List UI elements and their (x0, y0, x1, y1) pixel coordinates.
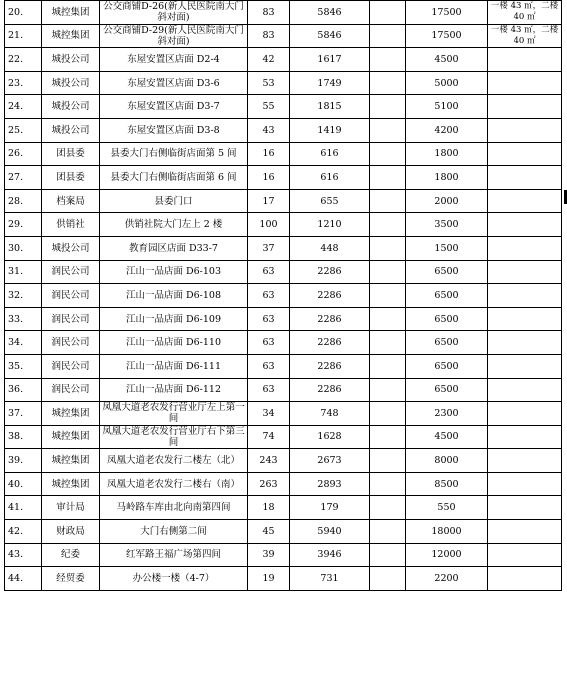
value-cell: 5846 (290, 24, 370, 48)
location-cell: 凤凰大道老农发行营业厅左上第一间 (100, 402, 248, 426)
row-number: 22. (5, 48, 42, 72)
rent-cell: 2200 (406, 567, 488, 591)
location-cell: 马岭路车库由北向南第四间 (100, 496, 248, 520)
value-cell: 5846 (290, 1, 370, 25)
area-cell: 19 (248, 567, 290, 591)
rent-cell: 550 (406, 496, 488, 520)
blank-cell (370, 567, 406, 591)
location-cell: 江山一品店面 D6-109 (100, 307, 248, 331)
row-number: 25. (5, 118, 42, 142)
note-cell (488, 331, 562, 355)
unit-cell: 润民公司 (42, 354, 100, 378)
note-cell (488, 142, 562, 166)
unit-cell: 润民公司 (42, 307, 100, 331)
row-number: 37. (5, 402, 42, 426)
rent-cell: 1500 (406, 236, 488, 260)
blank-cell (370, 236, 406, 260)
value-cell: 616 (290, 142, 370, 166)
location-cell: 办公楼一楼（4-7） (100, 567, 248, 591)
rent-cell: 5000 (406, 71, 488, 95)
rent-cell: 6500 (406, 331, 488, 355)
rent-cell: 8000 (406, 449, 488, 473)
unit-cell: 润民公司 (42, 260, 100, 284)
rent-cell: 12000 (406, 543, 488, 567)
area-cell: 63 (248, 378, 290, 402)
table-row (5, 48, 562, 72)
row-number: 38. (5, 425, 42, 449)
area-cell: 83 (248, 1, 290, 25)
rent-cell: 6500 (406, 354, 488, 378)
area-cell: 16 (248, 166, 290, 190)
note-cell (488, 520, 562, 544)
location-cell: 凤凰大道老农发行二楼右（南） (100, 472, 248, 496)
area-cell: 37 (248, 236, 290, 260)
rent-cell: 4500 (406, 48, 488, 72)
area-cell: 43 (248, 118, 290, 142)
value-cell: 2673 (290, 449, 370, 473)
unit-cell: 城投公司 (42, 118, 100, 142)
value-cell: 748 (290, 402, 370, 426)
table-row (5, 71, 562, 95)
note-cell (488, 48, 562, 72)
location-cell: 东屋安置区店面 D3-7 (100, 95, 248, 119)
row-number: 21. (5, 24, 42, 48)
unit-cell: 润民公司 (42, 284, 100, 308)
area-cell: 17 (248, 189, 290, 213)
table-row (5, 449, 562, 473)
unit-cell: 城控集团 (42, 1, 100, 25)
note-cell (488, 496, 562, 520)
value-cell: 2286 (290, 378, 370, 402)
note-cell (488, 543, 562, 567)
table-row (5, 166, 562, 190)
value-cell: 1210 (290, 213, 370, 237)
location-cell: 江山一品店面 D6-108 (100, 284, 248, 308)
blank-cell (370, 472, 406, 496)
value-cell: 2286 (290, 331, 370, 355)
note-cell (488, 425, 562, 449)
area-cell: 63 (248, 284, 290, 308)
row-number: 42. (5, 520, 42, 544)
table-row (5, 472, 562, 496)
blank-cell (370, 543, 406, 567)
blank-cell (370, 189, 406, 213)
note-cell (488, 284, 562, 308)
rent-cell: 5100 (406, 95, 488, 119)
table-row (5, 236, 562, 260)
note-cell (488, 236, 562, 260)
rent-cell: 1800 (406, 142, 488, 166)
rent-cell: 6500 (406, 260, 488, 284)
unit-cell: 城控集团 (42, 425, 100, 449)
value-cell: 2286 (290, 354, 370, 378)
unit-cell: 润民公司 (42, 331, 100, 355)
value-cell: 179 (290, 496, 370, 520)
area-cell: 63 (248, 331, 290, 355)
table-row (5, 402, 562, 426)
rent-cell: 2000 (406, 189, 488, 213)
location-cell: 教育园区店面 D33-7 (100, 236, 248, 260)
rent-cell: 3500 (406, 213, 488, 237)
row-number: 43. (5, 543, 42, 567)
blank-cell (370, 166, 406, 190)
location-cell: 大门右侧第二间 (100, 520, 248, 544)
table-row (5, 118, 562, 142)
area-cell: 63 (248, 260, 290, 284)
row-number: 28. (5, 189, 42, 213)
value-cell: 616 (290, 166, 370, 190)
area-cell: 263 (248, 472, 290, 496)
unit-cell: 城控集团 (42, 24, 100, 48)
table-row (5, 1, 562, 25)
table-row (5, 24, 562, 48)
row-number: 44. (5, 567, 42, 591)
row-number: 26. (5, 142, 42, 166)
table-row (5, 520, 562, 544)
area-cell: 18 (248, 496, 290, 520)
rent-cell: 6500 (406, 307, 488, 331)
note-cell: 一楼 43 ㎡，二楼 40 ㎡ (488, 1, 562, 25)
blank-cell (370, 213, 406, 237)
unit-cell: 城投公司 (42, 236, 100, 260)
value-cell: 1628 (290, 425, 370, 449)
area-cell: 100 (248, 213, 290, 237)
table-row (5, 331, 562, 355)
unit-cell: 润民公司 (42, 378, 100, 402)
rent-cell: 2300 (406, 402, 488, 426)
rent-cell: 8500 (406, 472, 488, 496)
location-cell: 江山一品店面 D6-111 (100, 354, 248, 378)
blank-cell (370, 1, 406, 25)
value-cell: 1749 (290, 71, 370, 95)
note-cell: 一楼 43 ㎡，二楼 40 ㎡ (488, 24, 562, 48)
blank-cell (370, 142, 406, 166)
row-number: 41. (5, 496, 42, 520)
unit-cell: 档案局 (42, 189, 100, 213)
row-number: 20. (5, 1, 42, 25)
value-cell: 1617 (290, 48, 370, 72)
note-cell (488, 95, 562, 119)
location-cell: 县委大门右侧临街店面第 6 间 (100, 166, 248, 190)
unit-cell: 经贸委 (42, 567, 100, 591)
row-number: 33. (5, 307, 42, 331)
area-cell: 16 (248, 142, 290, 166)
row-number: 32. (5, 284, 42, 308)
value-cell: 448 (290, 236, 370, 260)
unit-cell: 团县委 (42, 166, 100, 190)
note-cell (488, 378, 562, 402)
rent-cell: 4500 (406, 425, 488, 449)
location-cell: 凤凰大道老农发行营业厅右下第三间 (100, 425, 248, 449)
value-cell: 731 (290, 567, 370, 591)
area-cell: 63 (248, 354, 290, 378)
unit-cell: 城控集团 (42, 472, 100, 496)
note-cell (488, 449, 562, 473)
note-cell (488, 567, 562, 591)
blank-cell (370, 71, 406, 95)
note-cell (488, 118, 562, 142)
unit-cell: 团县委 (42, 142, 100, 166)
rent-cell: 4200 (406, 118, 488, 142)
row-number: 24. (5, 95, 42, 119)
row-number: 31. (5, 260, 42, 284)
rent-cell: 17500 (406, 24, 488, 48)
blank-cell (370, 24, 406, 48)
row-number: 36. (5, 378, 42, 402)
location-cell: 东屋安置区店面 D3-6 (100, 71, 248, 95)
unit-cell: 审计局 (42, 496, 100, 520)
blank-cell (370, 260, 406, 284)
table-row (5, 95, 562, 119)
note-cell (488, 354, 562, 378)
location-cell: 县委大门右侧临街店面第 5 间 (100, 142, 248, 166)
blank-cell (370, 496, 406, 520)
unit-cell: 城控集团 (42, 449, 100, 473)
row-number: 40. (5, 472, 42, 496)
table-row (5, 354, 562, 378)
unit-cell: 城控集团 (42, 402, 100, 426)
note-cell (488, 213, 562, 237)
row-number: 27. (5, 166, 42, 190)
area-cell: 34 (248, 402, 290, 426)
table-row (5, 378, 562, 402)
row-number: 30. (5, 236, 42, 260)
note-cell (488, 402, 562, 426)
rent-cell: 6500 (406, 284, 488, 308)
area-cell: 53 (248, 71, 290, 95)
location-cell: 供销社院大门左上 2 楼 (100, 213, 248, 237)
row-number: 29. (5, 213, 42, 237)
blank-cell (370, 48, 406, 72)
note-cell (488, 472, 562, 496)
location-cell: 东屋安置区店面 D2-4 (100, 48, 248, 72)
row-number: 39. (5, 449, 42, 473)
unit-cell: 城投公司 (42, 95, 100, 119)
row-number: 35. (5, 354, 42, 378)
table-row (5, 142, 562, 166)
location-cell: 江山一品店面 D6-103 (100, 260, 248, 284)
blank-cell (370, 402, 406, 426)
area-cell: 42 (248, 48, 290, 72)
area-cell: 243 (248, 449, 290, 473)
area-cell: 55 (248, 95, 290, 119)
blank-cell (370, 449, 406, 473)
table-row (5, 213, 562, 237)
note-cell (488, 71, 562, 95)
location-cell: 公交商铺D-29(新人民医院南大门斜对面) (100, 24, 248, 48)
value-cell: 3946 (290, 543, 370, 567)
rent-cell: 1800 (406, 166, 488, 190)
area-cell: 63 (248, 307, 290, 331)
blank-cell (370, 307, 406, 331)
value-cell: 2286 (290, 260, 370, 284)
note-cell (488, 260, 562, 284)
unit-cell: 供销社 (42, 213, 100, 237)
row-number: 34. (5, 331, 42, 355)
table-row (5, 567, 562, 591)
note-cell (488, 307, 562, 331)
unit-cell: 纪委 (42, 543, 100, 567)
unit-cell: 城投公司 (42, 48, 100, 72)
blank-cell (370, 331, 406, 355)
area-cell: 74 (248, 425, 290, 449)
rental-table (4, 0, 562, 591)
unit-cell: 财政局 (42, 520, 100, 544)
unit-cell: 城投公司 (42, 71, 100, 95)
blank-cell (370, 95, 406, 119)
note-cell (488, 166, 562, 190)
rent-cell: 17500 (406, 1, 488, 25)
table-row (5, 307, 562, 331)
table-row (5, 260, 562, 284)
rent-cell: 18000 (406, 520, 488, 544)
value-cell: 2286 (290, 307, 370, 331)
location-cell: 东屋安置区店面 D3-8 (100, 118, 248, 142)
location-cell: 江山一品店面 D6-112 (100, 378, 248, 402)
blank-cell (370, 118, 406, 142)
location-cell: 凤凰大道老农发行二楼左（北） (100, 449, 248, 473)
location-cell: 县委门口 (100, 189, 248, 213)
area-cell: 39 (248, 543, 290, 567)
location-cell: 江山一品店面 D6-110 (100, 331, 248, 355)
blank-cell (370, 520, 406, 544)
value-cell: 5940 (290, 520, 370, 544)
rent-cell: 6500 (406, 378, 488, 402)
value-cell: 1815 (290, 95, 370, 119)
note-cell (488, 189, 562, 213)
table-row (5, 496, 562, 520)
location-cell: 红军路王福广场第四间 (100, 543, 248, 567)
table-row (5, 189, 562, 213)
table-row (5, 543, 562, 567)
row-number: 23. (5, 71, 42, 95)
value-cell: 1419 (290, 118, 370, 142)
table-row (5, 284, 562, 308)
table-row (5, 425, 562, 449)
value-cell: 2286 (290, 284, 370, 308)
area-cell: 45 (248, 520, 290, 544)
area-cell: 83 (248, 24, 290, 48)
value-cell: 655 (290, 189, 370, 213)
blank-cell (370, 378, 406, 402)
blank-cell (370, 425, 406, 449)
blank-cell (370, 354, 406, 378)
blank-cell (370, 284, 406, 308)
location-cell: 公交商铺D-26(新人民医院南大门斜对面) (100, 1, 248, 25)
value-cell: 2893 (290, 472, 370, 496)
